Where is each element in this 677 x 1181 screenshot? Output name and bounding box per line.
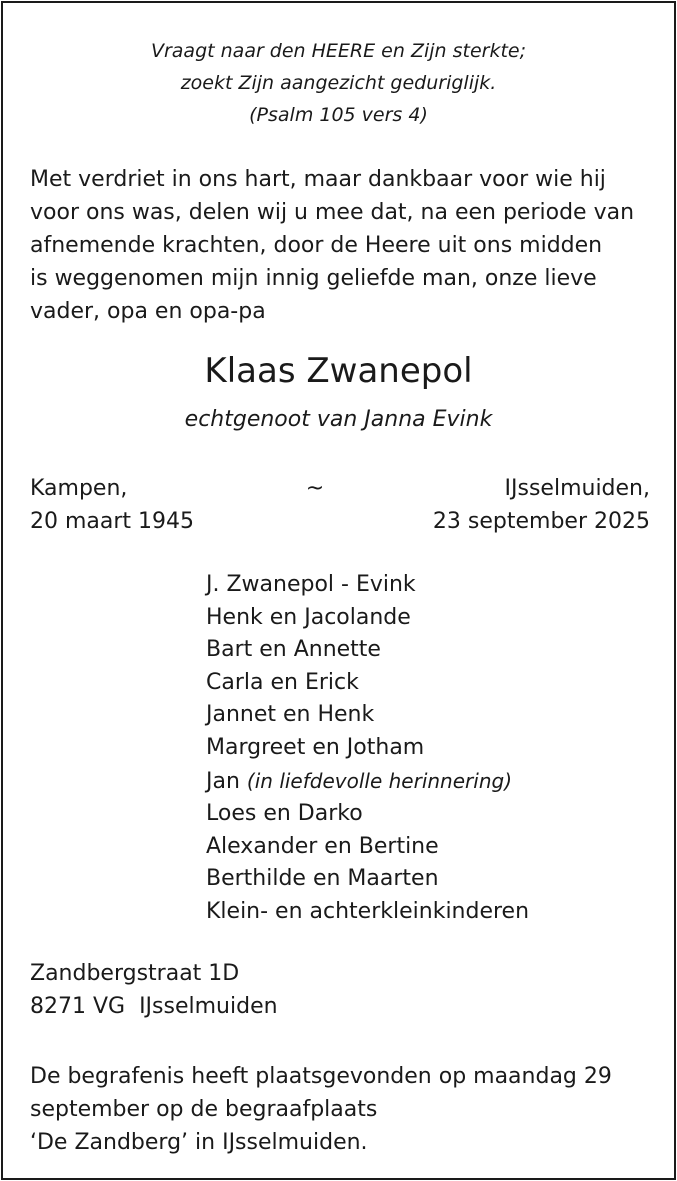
announcement-line: Met verdriet in ons hart, maar dankbaar voor wie hij [30, 167, 606, 192]
announcement-line: voor ons was, delen wij u mee dat, na een periode van [30, 200, 635, 225]
birth-date: 20 maart 1945 [30, 509, 195, 534]
death-place: IJsselmuiden, [504, 476, 650, 501]
family-member: Loes en Darko [206, 801, 363, 827]
announcement-line: is weggenomen mijn innig geliefde man, onze lieve [30, 266, 597, 291]
death-date: 23 september 2025 [432, 509, 650, 534]
family-member-name: Jan [206, 768, 240, 794]
family-member: Henk en Jacolande [206, 604, 411, 630]
address-city: 8271 VG IJsselmuiden [30, 994, 278, 1019]
correspondence-address [30, 957, 278, 1023]
date-separator: ~ [305, 476, 325, 501]
quote-reference: (Psalm 105 vers 4) [249, 104, 428, 126]
family-member: Alexander en Bertine [206, 833, 439, 859]
family-member: Klein- en achterkleinkinderen [206, 898, 530, 924]
birth-place: Kampen, [30, 476, 128, 501]
death-info [433, 472, 650, 538]
deceased-name: Klaas Zwanepol [204, 351, 473, 391]
death-notice-card [1, 1, 676, 1180]
funeral-line: september op de begraafplaats [30, 1097, 378, 1122]
announcement-line: afnemende krachten, door de Heere uit ons midden [30, 233, 603, 258]
funeral-line: ‘De Zandberg’ in IJsselmuiden. [30, 1130, 368, 1155]
spouse-line: echtgenoot van Janna Evink [184, 407, 493, 432]
family-member: Berthilde en Maarten [206, 866, 439, 892]
family-member: J. Zwanepol - Evink [206, 572, 416, 597]
quote-line: zoekt Zijn aangezicht geduriglijk. [180, 72, 497, 94]
family-list [206, 569, 529, 929]
announcement-line: vader, opa en opa-pa [30, 299, 266, 324]
announcement-text [30, 163, 634, 328]
family-member: Jannet en Henk [206, 702, 375, 728]
family-member: Margreet en Jotham [206, 734, 425, 760]
psalm-quote [3, 35, 674, 131]
family-member: Carla en Erick [206, 669, 359, 695]
funeral-line: De begrafenis heeft plaatsgevonden op maandag 29 [30, 1064, 612, 1089]
funeral-info [30, 1060, 612, 1159]
family-member: Bart en Annette [206, 637, 381, 663]
memorial-note: (in liefdevolle herinnering) [246, 768, 512, 793]
family-member-memorial [206, 765, 529, 799]
address-street: Zandbergstraat 1D [30, 961, 240, 986]
quote-line: Vraagt naar den HEERE en Zijn sterkte; [150, 40, 527, 62]
